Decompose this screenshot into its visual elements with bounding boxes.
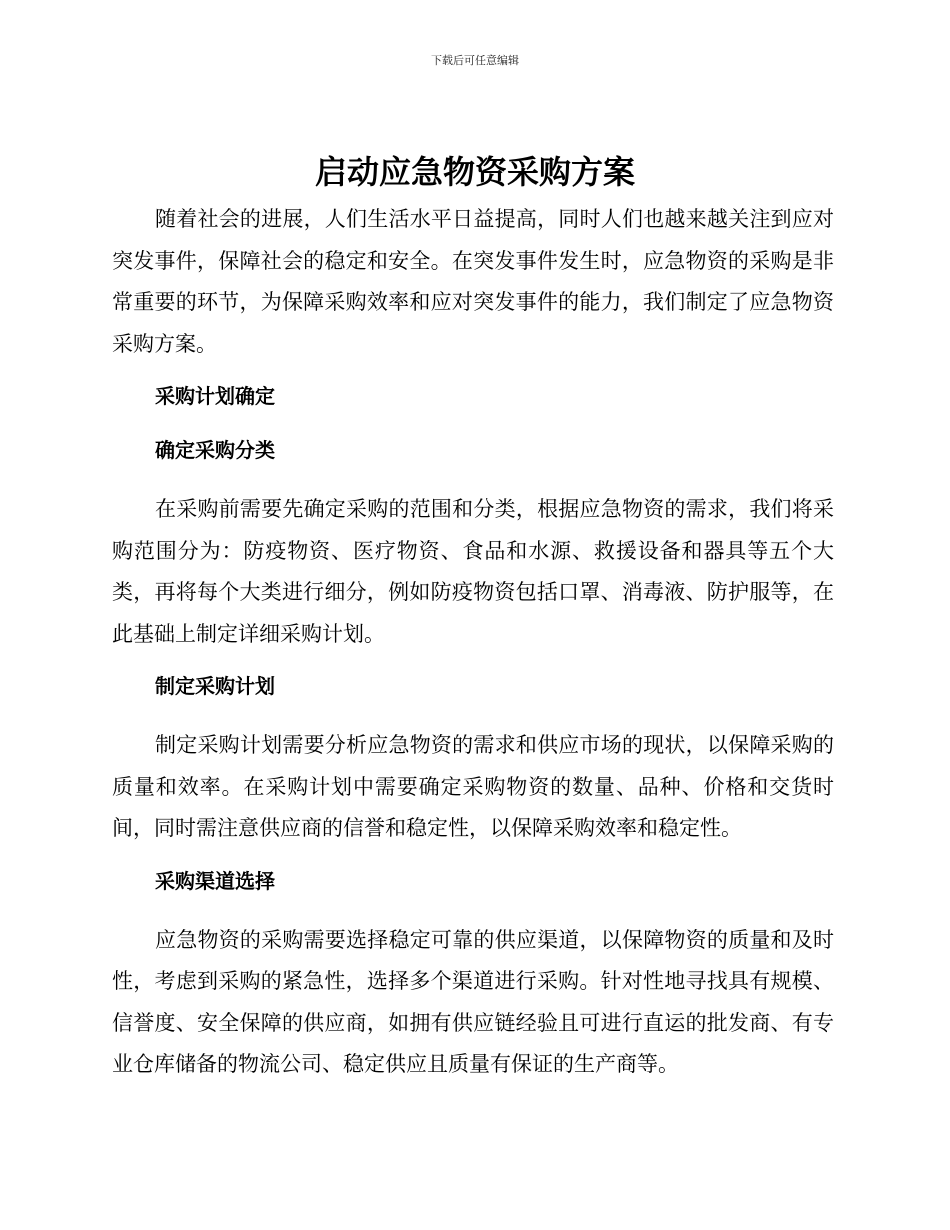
section-heading-plan: 采购计划确定 (155, 384, 275, 408)
section-body-classification: 在采购前需要先确定采购的范围和分类，根据应急物资的需求，我们将采购范围分为：防疫物资、医疗物资、食品和水源、救援设备和器具等五个大类，再将每个大类进行细分，例如防疫物资包括口罩、消毒液、防护服等，在此基础上制定详细采购计划。 (112, 497, 834, 646)
document-body (112, 199, 834, 1086)
document-title: 启动应急物资采购方案 (314, 153, 635, 191)
section-heading-classification: 确定采购分类 (155, 438, 275, 462)
section-body-make-plan: 制定采购计划需要分析应急物资的需求和供应市场的现状，以保障采购的质量和效率。在采购计划中需要确定采购物资的数量、品种、价格和交货时间，同时需注意供应商的信誉和稳定性，以保障采购效率和稳定性。 (112, 733, 834, 840)
section-body-channels: 应急物资的采购需要选择稳定可靠的供应渠道，以保障物资的质量和及时性，考虑到采购的紧急性，选择多个渠道进行采购。针对性地寻找具有规模、信誉度、安全保障的供应商，如拥有供应链经验且可进行直运的批发商、有专业仓库储备的物流公司、稳定供应且质量有保证的生产商等。 (112, 927, 834, 1076)
intro-paragraph: 随着社会的进展，人们生活水平日益提高，同时人们也越来越关注到应对突发事件，保障社会的稳定和安全。在突发事件发生时，应急物资的采购是非常重要的环节，为保障采购效率和应对突发事件的能力，我们制定了应急物资采购方案。 (112, 207, 834, 356)
header-note: 下载后可任意编辑 (431, 54, 519, 67)
section-heading-make-plan: 制定采购计划 (155, 674, 275, 698)
section-heading-channels: 采购渠道选择 (155, 868, 275, 893)
